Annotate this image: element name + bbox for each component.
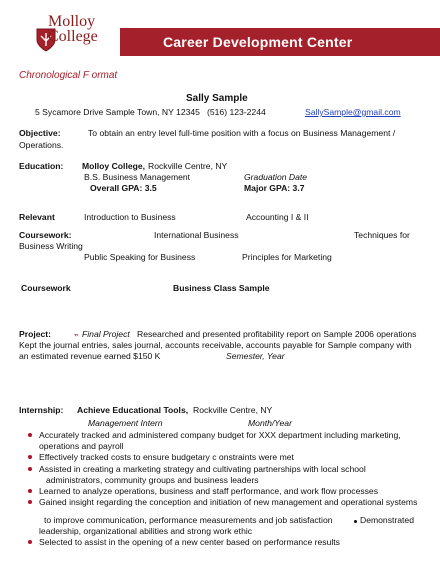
bullet-icon [28, 540, 32, 544]
internship-bullet-cont: administrators, community groups and business leaders [46, 475, 259, 485]
course-item: International Business [154, 230, 239, 240]
contact-phone: (516) 123-2244 [207, 107, 266, 117]
internship-bullet: Effectively tracked costs to ensure budgetary c onstraints were met [39, 452, 294, 462]
logo-line-2: College [48, 28, 98, 45]
course-item: Introduction to Business [84, 212, 176, 222]
internship-bullet: Demonstrated [360, 515, 414, 525]
course-item: Techniques for [354, 230, 410, 240]
banner-title: Career Development Center [163, 34, 353, 50]
internship-label: Internship: [19, 405, 64, 415]
overall-gpa: Overall GPA: 3.5 [90, 183, 157, 193]
header-banner [120, 28, 440, 56]
major-gpa: Major GPA: 3.7 [244, 183, 305, 193]
objective-text-cont: Operations. [19, 140, 64, 150]
course-item: Accounting I & II [246, 212, 309, 222]
internship-bullet-cont: to improve communication, performance measurements and job satisfaction [44, 515, 333, 525]
coursework-label: Relevant [19, 212, 55, 222]
format-label: Chronological F ormat [19, 70, 118, 81]
objective-text: To obtain an entry level full-time position with a focus on Business Management / [88, 128, 396, 138]
project-line-2: Kept the journal entries, sales journal, accounts receivable, accounts payable for Sample company with [19, 340, 412, 350]
bullet-icon [354, 520, 357, 523]
internship-bullet: Assisted in creating a marketing strategy and cultivating partnerships with local school [39, 464, 366, 474]
project-date: Semester, Year [226, 351, 285, 361]
bullet-icon [28, 489, 32, 493]
internship-location: Rockville Centre, NY [193, 405, 273, 415]
coursework-label-2: Coursework: [19, 230, 72, 240]
internship-bullet: Gained insight regarding the conception and initiation of new management and operational systems [39, 497, 418, 507]
molloy-college-logo [30, 14, 120, 56]
contact-address: 5 Sycamore Drive Sample Town, NY 12345 [35, 107, 200, 117]
logo-line-1: Molloy [48, 13, 96, 30]
project-marker: „ [74, 327, 79, 337]
course-item: Business Writing [19, 241, 83, 251]
education-label: Education: [19, 161, 64, 171]
bullet-icon [28, 455, 32, 459]
internship-role: Management Intern [88, 418, 163, 428]
bullet-icon [28, 500, 32, 504]
internship-bullet-cont: operations and payroll [39, 441, 124, 451]
education-degree: B.S. Business Management [84, 172, 191, 182]
internship-bullet-cont: leadership, organizational abilities and strong work ethic [39, 526, 253, 536]
internship-bullet: Selected to assist in the opening of a new center based on performance results [39, 537, 340, 547]
internship-bullet: Learned to analyze operations, business and staff performance, and work flow processes [39, 486, 379, 496]
objective-label: Objective: [19, 128, 61, 138]
coursework-section-label: Coursework [21, 283, 71, 293]
project-title: Final Project [82, 329, 130, 339]
project-line-3: an estimated revenue earned $150 K [19, 351, 161, 361]
internship-date: Month/Year [248, 418, 292, 428]
bullet-icon [28, 467, 32, 471]
project-label: Project: [19, 329, 51, 339]
education-school: Molloy College, [82, 161, 146, 171]
graduation-date: Graduation Date [244, 172, 308, 182]
course-item: Principles for Marketing [242, 252, 332, 262]
internship-bullet: Accurately tracked and administered company budget for XXX department including marketing, [39, 430, 401, 440]
internship-org: Achieve Educational Tools, [77, 405, 189, 415]
candidate-name: Sally Sample [186, 93, 248, 104]
business-class-sample: Business Class Sample [173, 283, 270, 293]
contact-email-link[interactable]: SallySample@gmail.com [305, 107, 401, 117]
education-location: Rockville Centre, NY [148, 161, 228, 171]
bullet-icon [28, 433, 32, 437]
course-item: Public Speaking for Business [84, 252, 196, 262]
project-line-1: Researched and presented profitability report on Sample 2006 operations [137, 329, 417, 339]
